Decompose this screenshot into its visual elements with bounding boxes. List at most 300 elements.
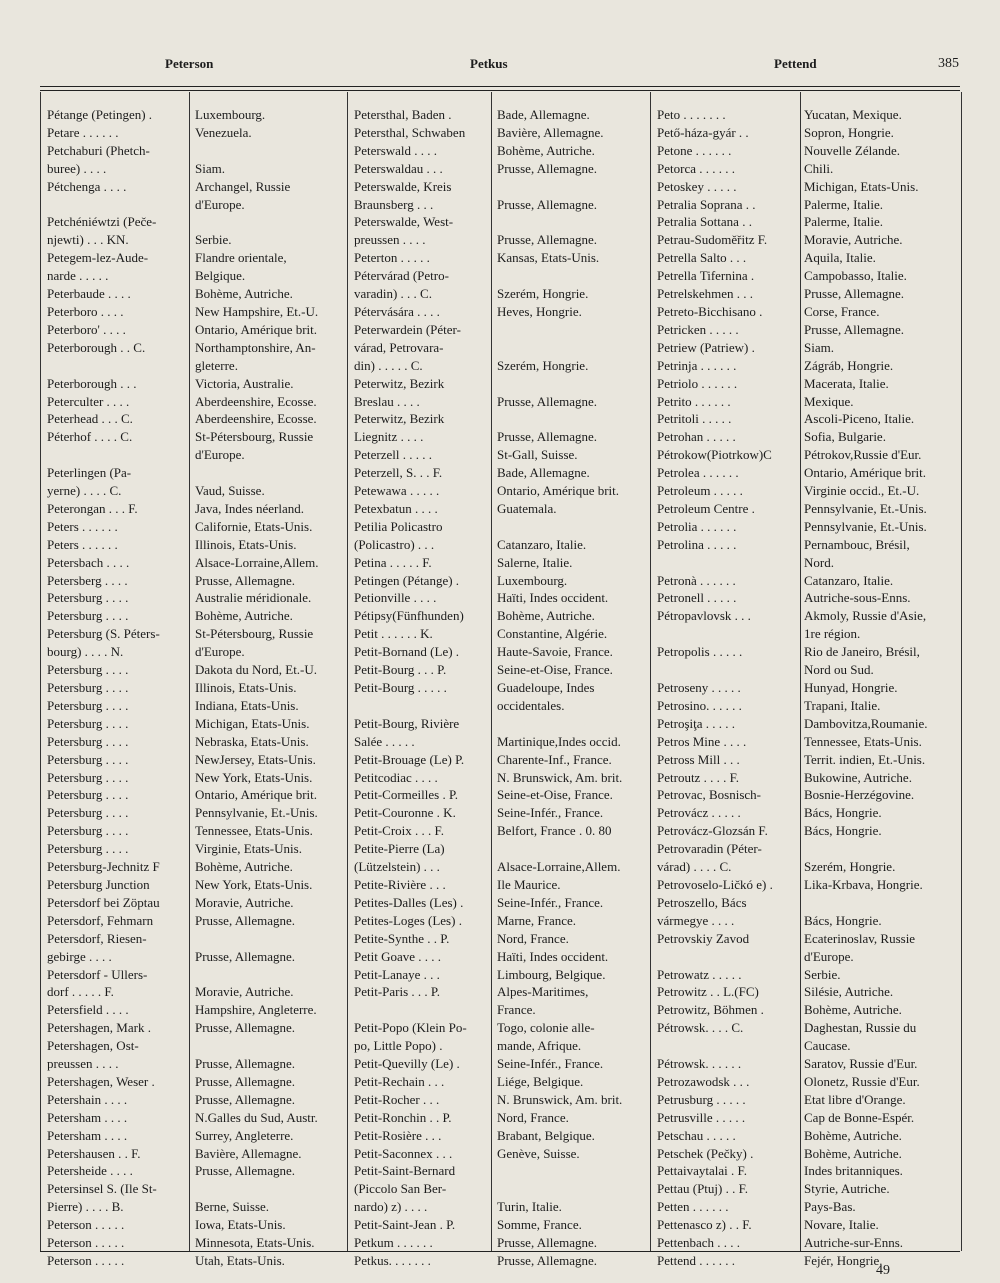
gazetteer-entry: [41, 840, 346, 858]
place-name: Petewawa . . . . .: [354, 483, 440, 499]
place-name: Peterwitz, Bezirk Liegnitz . . . .: [354, 411, 445, 445]
gazetteer-entry: [348, 267, 653, 303]
place-location: Togo, colonie alle- mande, Afrique.: [497, 1020, 595, 1054]
place-name: Petrolia . . . . . .: [657, 518, 737, 534]
place-name: Petersfield . . . .: [47, 1002, 129, 1018]
place-location: Territ. indien, Et.-Unis.: [804, 751, 926, 767]
place-location: Archangel, Russie d'Europe.: [195, 178, 291, 212]
place-location: Prusse, Allemagne.: [804, 321, 905, 337]
place-name: Petkus. . . . . . .: [354, 1253, 431, 1268]
place-name: Petrovac, Bosnisch-: [657, 787, 761, 803]
place-name: Petershagen, Weser .: [47, 1073, 155, 1089]
gazetteer-entry: [651, 428, 961, 446]
place-location: Java, Indes néerland.: [195, 500, 305, 516]
gazetteer-entry: [348, 1055, 653, 1073]
place-location: Prusse, Allemagne.: [195, 1056, 296, 1072]
gazetteer-entry: [348, 178, 653, 214]
place-name: Petit Goave . . . .: [354, 948, 442, 964]
place-name: Petit-Bornand (Le) .: [354, 644, 460, 660]
place-name: Petroleum Centre .: [657, 500, 755, 516]
place-location: Aberdeenshire, Ecosse.: [195, 393, 317, 409]
gazetteer-entry: [348, 643, 653, 661]
gazetteer-entry: [348, 446, 653, 464]
place-name: Pétrokow(Piotrkow)C: [657, 447, 772, 463]
place-name: Petorca . . . . . .: [657, 160, 735, 176]
place-name: Petershausen . . F.: [47, 1145, 141, 1161]
place-location: Iowa, Etats-Unis.: [195, 1217, 286, 1233]
gazetteer-entry: [41, 339, 346, 375]
gazetteer-entry: [348, 786, 653, 804]
place-name: Petrau-Sudoměřitz F.: [657, 232, 768, 248]
gazetteer-entry: [651, 1019, 961, 1055]
gazetteer-entry: [651, 983, 961, 1001]
gazetteer-entry: [651, 572, 961, 590]
place-location: New Hampshire, Et.-U.: [195, 303, 319, 319]
gazetteer-entry: [651, 375, 961, 393]
place-name: Peto . . . . . . .: [657, 107, 726, 122]
place-location: Surrey, Angleterre.: [195, 1127, 294, 1143]
place-location: Michigan, Etats-Unis.: [195, 715, 310, 731]
gazetteer-entry: [651, 733, 961, 751]
gazetteer-entry: [41, 1145, 346, 1163]
entry-list: [41, 106, 346, 1270]
place-name: Petroutz . . . . F.: [657, 769, 740, 785]
place-location: Catanzaro, Italie.: [804, 572, 894, 588]
gazetteer-entry: [41, 1234, 346, 1252]
place-name: Pétrowsk. . . . . .: [657, 1056, 742, 1072]
gazetteer-entry: [651, 285, 961, 303]
place-name: Petershagen, Ost- preussen . . . .: [47, 1038, 139, 1072]
place-name: Petershagen, Mark .: [47, 1020, 151, 1036]
place-location: Luxembourg.: [497, 572, 568, 588]
place-location: Haute-Savoie, France.: [497, 644, 613, 660]
gazetteer-entry: [348, 1234, 653, 1252]
gazetteer-entry: [41, 1180, 346, 1216]
gazetteer-entry: [348, 948, 653, 966]
place-name: Petersburg . . . .: [47, 608, 129, 624]
gazetteer-entry: [651, 786, 961, 804]
place-location: Prusse, Allemagne.: [195, 1091, 296, 1107]
place-name: Petit-Croix . . . F.: [354, 823, 444, 839]
place-name: Petone . . . . . .: [657, 142, 732, 158]
header-last-entry: Pettend: [774, 56, 817, 71]
place-name: Petroseny . . . . .: [657, 680, 741, 695]
place-name: Petricken . . . . .: [657, 321, 739, 337]
place-name: Peters . . . . . .: [47, 518, 118, 534]
gazetteer-entry: [41, 285, 346, 303]
gazetteer-entry: [651, 876, 961, 894]
place-location: Bács, Hongrie.: [804, 805, 882, 821]
place-name: Pétchenga . . . .: [47, 178, 127, 194]
column-2: [347, 92, 653, 1268]
gazetteer-entry: [41, 733, 346, 751]
place-name: Peterswalde, Kreis Braunsberg . . .: [354, 178, 452, 212]
place-name: Petritoli . . . . .: [657, 411, 732, 427]
place-name: Petina . . . . . F.: [354, 554, 432, 570]
place-name: Petronà . . . . . .: [657, 572, 736, 588]
place-name: Petit-Lanaye . . .: [354, 966, 440, 982]
place-location: Siam.: [195, 160, 225, 176]
place-location: Pennsylvanie, Et.-Unis.: [195, 805, 318, 821]
place-location: Prusse, Allemagne.: [497, 160, 598, 176]
place-location: Bohème, Autriche.: [804, 1145, 902, 1161]
gazetteer-entry: [348, 1073, 653, 1091]
gazetteer-entry: [348, 1145, 653, 1163]
gazetteer-entry: [348, 482, 653, 500]
place-name: Petersburg . . . .: [47, 662, 129, 678]
gazetteer-entry: [651, 1091, 961, 1109]
gazetteer-entry: [41, 697, 346, 715]
gazetteer-entry: [651, 589, 961, 607]
place-location: Hampshire, Angleterre.: [195, 1002, 317, 1018]
gazetteer-entry: [651, 500, 961, 518]
gazetteer-entry: [348, 607, 653, 625]
header-first-entry: Peterson: [165, 56, 214, 71]
place-location: Brabant, Belgique.: [497, 1127, 595, 1143]
gazetteer-entry: [651, 1073, 961, 1091]
place-name: Pettend . . . . . .: [657, 1253, 735, 1268]
place-name: Petingen (Pétange) .: [354, 572, 460, 588]
gazetteer-entry: [651, 697, 961, 715]
place-name: Petite-Synthe . . P.: [354, 930, 450, 946]
gazetteer-entry: [41, 303, 346, 321]
gazetteer-entry: [348, 410, 653, 446]
place-location: Prusse, Allemagne.: [497, 232, 598, 248]
place-location: N.Galles du Sud, Austr.: [195, 1109, 318, 1125]
place-location: Mexique.: [804, 393, 854, 409]
gazetteer-entry: [348, 321, 653, 375]
gazetteer-entry: [651, 249, 961, 267]
place-location: Luxembourg.: [195, 107, 266, 122]
place-name: Peterwitz, Bezirk Breslau . . . .: [354, 375, 445, 409]
place-location: Bohème, Autriche.: [497, 608, 595, 624]
gazetteer-entry: [651, 142, 961, 160]
place-location: Bohème, Autriche.: [497, 142, 595, 158]
place-name: Petit-Saint-Bernard (Piccolo San Ber- nardo) z) . . . .: [354, 1163, 456, 1215]
place-name: Petersham . . . .: [47, 1109, 128, 1125]
place-location: Ecaterinoslav, Russie d'Europe.: [804, 930, 916, 964]
place-name: Petersdorf, Fehmarn: [47, 912, 154, 928]
place-location: Tennessee, Etats-Unis.: [195, 823, 313, 839]
place-name: Petite-Rivière . . .: [354, 876, 446, 892]
gazetteer-entry: [41, 106, 346, 124]
gazetteer-entry: [651, 1180, 961, 1198]
place-name: Petit-Paris . . . P.: [354, 984, 440, 1000]
gazetteer-entry: [651, 464, 961, 482]
place-name: Petoskey . . . . .: [657, 178, 737, 194]
place-name: Peterswaldau . . .: [354, 160, 443, 176]
gazetteer-entry: [651, 518, 961, 536]
place-name: Peterzell . . . . .: [354, 447, 432, 463]
gazetteer-entry: [651, 679, 961, 697]
gazetteer-entry: [41, 912, 346, 930]
place-name: Petrovoselo-Ličkó e) .: [657, 876, 773, 892]
place-name: Petite-Pierre (La) (Lützelstein) . . .: [354, 841, 445, 875]
gazetteer-entry: [41, 930, 346, 966]
place-name: Petilia Policastro (Policastro) . . .: [354, 518, 443, 552]
place-name: Petchaburi (Phetch- buree) . . . .: [47, 142, 150, 176]
place-location: Illinois, Etats-Unis.: [195, 536, 297, 552]
place-name: Pettau (Ptuj) . . F.: [657, 1181, 749, 1197]
place-location: NewJersey, Etats-Unis.: [195, 751, 316, 767]
gazetteer-entry: [651, 482, 961, 500]
place-location: Daghestan, Russie du Caucase.: [804, 1020, 917, 1054]
place-name: Petralia Soprana . .: [657, 196, 756, 212]
place-location: Prusse, Allemagne.: [497, 196, 598, 212]
gazetteer-entry: [348, 500, 653, 518]
place-name: Petersdorf bei Zöptau: [47, 894, 160, 910]
page-number: 385: [938, 56, 959, 71]
place-location: Autriche-sous-Enns.: [804, 590, 911, 606]
gazetteer-entry: [41, 822, 346, 840]
place-name: Petit-Bourg, Rivière Salée . . . . .: [354, 715, 460, 749]
place-name: Petersthal, Baden .: [354, 107, 452, 122]
gazetteer-entry: [348, 930, 653, 948]
gazetteer-entry: [41, 858, 346, 876]
place-name: Petexbatun . . . .: [354, 500, 438, 516]
place-location: Bohème, Autriche.: [804, 1127, 902, 1143]
place-name: Peterbaude . . . .: [47, 286, 131, 302]
gazetteer-entry: [348, 661, 653, 679]
place-location: Prusse, Allemagne.: [195, 1020, 296, 1036]
place-name: Petit-Bourg . . . . .: [354, 680, 447, 695]
place-location: Bács, Hongrie.: [804, 912, 882, 928]
place-location: Novare, Italie.: [804, 1217, 879, 1233]
gazetteer-entry: [348, 894, 653, 912]
place-name: Petersburg . . . .: [47, 733, 129, 749]
place-name: Petit . . . . . . K.: [354, 626, 433, 642]
place-name: Petitcodiac . . . .: [354, 769, 438, 785]
place-location: St-Gall, Suisse.: [497, 447, 578, 463]
place-location: Moravie, Autriche.: [804, 232, 903, 248]
place-name: Petrovácz . . . . .: [657, 805, 741, 821]
gazetteer-entry: [348, 142, 653, 160]
gazetteer-entry: [41, 572, 346, 590]
place-location: Autriche-sur-Enns.: [804, 1235, 904, 1251]
place-location: Turin, Italie.: [497, 1199, 562, 1215]
place-location: Seine-et-Oise, France.: [497, 787, 613, 803]
place-location: Cap de Bonne-Espér.: [804, 1109, 915, 1125]
gazetteer-entry: [651, 124, 961, 142]
place-location: Prusse, Allemagne.: [195, 1163, 296, 1179]
place-location: Bohème, Autriche.: [195, 608, 293, 624]
gazetteer-entry: [651, 393, 961, 411]
place-name: Petroşiţa . . . . .: [657, 715, 735, 731]
place-location: Alsace-Lorraine,Allem.: [195, 554, 319, 570]
place-location: Alpes-Maritimes, France.: [497, 984, 589, 1018]
signature-mark: 49: [876, 1263, 890, 1278]
place-location: Haïti, Indes occident.: [497, 948, 609, 964]
place-name: Petrito . . . . . .: [657, 393, 731, 409]
place-location: Guatemala.: [497, 500, 557, 516]
gazetteer-entry: [41, 679, 346, 697]
place-name: Petkum . . . . . .: [354, 1235, 433, 1251]
gazetteer-entry: [348, 213, 653, 249]
header-rule-double: [40, 90, 960, 91]
place-location: Alsace-Lorraine,Allem.: [497, 859, 621, 875]
column-3: [650, 92, 962, 1268]
gazetteer-entry: [348, 1162, 653, 1216]
place-location: New York, Etats-Unis.: [195, 769, 313, 785]
gazetteer-entry: [651, 1145, 961, 1163]
gazetteer-entry: [348, 876, 653, 894]
place-name: Petrowitz, Böhmen .: [657, 1002, 764, 1018]
place-location: Yucatan, Mexique.: [804, 107, 902, 122]
gazetteer-entry: [651, 303, 961, 321]
place-name: Petrusburg . . . . .: [657, 1091, 746, 1107]
place-location: Prusse, Allemagne.: [195, 572, 296, 588]
place-location: Akmoly, Russie d'Asie, 1re région.: [804, 608, 927, 642]
gazetteer-entry: [651, 321, 961, 339]
place-location: Genève, Suisse.: [497, 1145, 580, 1161]
gazetteer-entry: [41, 786, 346, 804]
gazetteer-entry: [348, 625, 653, 643]
place-name: Petersburg . . . .: [47, 841, 129, 857]
place-name: Petit-Bourg . . . P.: [354, 662, 447, 678]
place-location: Nouvelle Zélande.: [804, 142, 901, 158]
place-name: Petrowatz . . . . .: [657, 966, 742, 982]
place-name: Petten . . . . . .: [657, 1199, 729, 1215]
place-name: Petersburg . . . .: [47, 680, 129, 695]
place-name: Petersinsel S. (Ile St- Pierre) . . . . B.: [47, 1181, 157, 1215]
gazetteer-entry: [651, 966, 961, 984]
place-name: Peterwardein (Péter- várad, Petrovara- din) . . . . . C.: [354, 321, 461, 373]
place-location: Charente-Inf., France.: [497, 751, 612, 767]
place-name: Petersburg . . . .: [47, 769, 129, 785]
place-location: St-Pétersbourg, Russie d'Europe.: [195, 429, 314, 463]
gazetteer-entry: [651, 178, 961, 196]
gazetteer-entry: [348, 1091, 653, 1109]
place-name: Pettenasco z) . . F.: [657, 1217, 752, 1233]
gazetteer-entry: [651, 751, 961, 769]
place-location: Campobasso, Italie.: [804, 268, 907, 284]
gazetteer-entry: [41, 751, 346, 769]
place-name: Peterboro . . . .: [47, 303, 124, 319]
place-location: Tennessee, Etats-Unis.: [804, 733, 922, 749]
gazetteer-entry: [41, 589, 346, 607]
place-location: Minnesota, Etats-Unis.: [195, 1235, 315, 1251]
place-name: Petit-Ronchin . . P.: [354, 1109, 452, 1125]
place-name: Petross Mill . . .: [657, 751, 740, 767]
place-name: Petrella Tifernina .: [657, 268, 755, 284]
gazetteer-entry: [41, 966, 346, 1002]
place-location: Ontario, Amérique brit.: [804, 465, 927, 481]
place-name: Petrovaradin (Péter- várad) . . . . C.: [657, 841, 762, 875]
place-location: Zágráb, Hongrie.: [804, 357, 894, 373]
place-location: Prusse, Allemagne.: [195, 1073, 296, 1089]
gazetteer-entry: [651, 267, 961, 285]
place-name: Petros Mine . . . .: [657, 733, 747, 749]
place-name: Petersbach . . . .: [47, 554, 130, 570]
place-location: Ile Maurice.: [497, 876, 561, 892]
place-name: Petrovskiy Zavod: [657, 930, 750, 946]
gazetteer-entry: [348, 966, 653, 984]
place-name: Petit-Saint-Jean . P.: [354, 1217, 456, 1233]
place-name: Petit-Rocher . . .: [354, 1091, 440, 1107]
place-name: Petites-Loges (Les) .: [354, 912, 462, 928]
place-location: Olonetz, Russie d'Eur.: [804, 1073, 920, 1089]
gazetteer-entry: [41, 661, 346, 679]
place-location: Bosnie-Herzégovine.: [804, 787, 915, 803]
place-location: Nord, France.: [497, 1109, 569, 1125]
place-name: Petersburg . . . .: [47, 751, 129, 767]
gazetteer-entry: [41, 124, 346, 142]
gazetteer-entry: [348, 249, 653, 267]
gazetteer-entry: [651, 213, 961, 231]
place-location: Pétrokov,Russie d'Eur.: [804, 447, 922, 463]
place-location: Somme, France.: [497, 1217, 582, 1233]
place-location: Chili.: [804, 160, 834, 176]
place-name: Petrolea . . . . . .: [657, 465, 739, 481]
gazetteer-entry: [41, 410, 346, 428]
place-name: Petersheide . . . .: [47, 1163, 133, 1179]
gazetteer-entry: [41, 249, 346, 285]
place-name: Pető-háza-gyár . .: [657, 124, 749, 140]
gazetteer-entry: [41, 464, 346, 500]
place-name: Petit-Brouage (Le) P.: [354, 751, 465, 767]
place-name: Peterswalde, West- preussen . . . .: [354, 214, 454, 248]
place-name: Peterson . . . . .: [47, 1253, 125, 1268]
place-location: Illinois, Etats-Unis.: [195, 680, 297, 695]
gazetteer-entry: [651, 1109, 961, 1127]
gazetteer-entry: [41, 213, 346, 249]
place-name: Petersburg . . . .: [47, 715, 129, 731]
gazetteer-entry: [651, 339, 961, 357]
place-location: Bavière, Allemagne.: [497, 124, 604, 140]
gazetteer-entry: [41, 554, 346, 572]
gazetteer-entry: [41, 715, 346, 733]
gazetteer-entry: [348, 554, 653, 572]
place-location: Guadeloupe, Indes occidentales.: [497, 680, 595, 713]
place-name: Petersburg . . . .: [47, 697, 129, 713]
place-name: Petrusville . . . . .: [657, 1109, 746, 1125]
gazetteer-entry: [651, 410, 961, 428]
gazetteer-entry: [348, 589, 653, 607]
place-location: Siam.: [804, 339, 834, 355]
place-location: Californie, Etats-Unis.: [195, 518, 313, 534]
place-location: Saratov, Russie d'Eur.: [804, 1056, 918, 1072]
header-rule: [40, 86, 960, 87]
place-location: Szerém, Hongrie.: [804, 859, 896, 875]
place-location: Lika-Krbava, Hongrie.: [804, 876, 923, 892]
place-location: Prusse, Allemagne.: [497, 1253, 598, 1268]
place-name: Petare . . . . . .: [47, 124, 119, 140]
place-location: Northamptonshire, An- gleterre.: [195, 339, 316, 373]
place-location: Prusse, Allemagne.: [804, 286, 905, 302]
gazetteer-entry: [348, 124, 653, 142]
place-location: Styrie, Autriche.: [804, 1181, 890, 1197]
place-location: New York, Etats-Unis.: [195, 876, 313, 892]
gazetteer-entry: [651, 1055, 961, 1073]
gazetteer-entry: [41, 894, 346, 912]
place-name: Petrella Salto . . .: [657, 250, 747, 266]
gazetteer-entry: [41, 769, 346, 787]
place-location: Prusse, Allemagne.: [195, 948, 296, 964]
gazetteer-entry: [348, 983, 653, 1019]
place-name: Petschau . . . . .: [657, 1127, 736, 1143]
place-location: Macerata, Italie.: [804, 375, 889, 391]
place-location: Salerne, Italie.: [497, 554, 573, 570]
place-location: Nebraska, Etats-Unis.: [195, 733, 309, 749]
gazetteer-entry: [41, 1162, 346, 1180]
gazetteer-entry: [41, 536, 346, 554]
place-name: Petrelskehmen . . .: [657, 286, 754, 302]
place-location: Fejér, Hongrie.: [804, 1253, 883, 1268]
place-name: Pétange (Petingen) .: [47, 107, 153, 122]
place-location: Venezuela.: [195, 124, 252, 140]
place-name: Petroszello, Bács vármegye . . . .: [657, 894, 747, 928]
gazetteer-entry: [651, 196, 961, 214]
